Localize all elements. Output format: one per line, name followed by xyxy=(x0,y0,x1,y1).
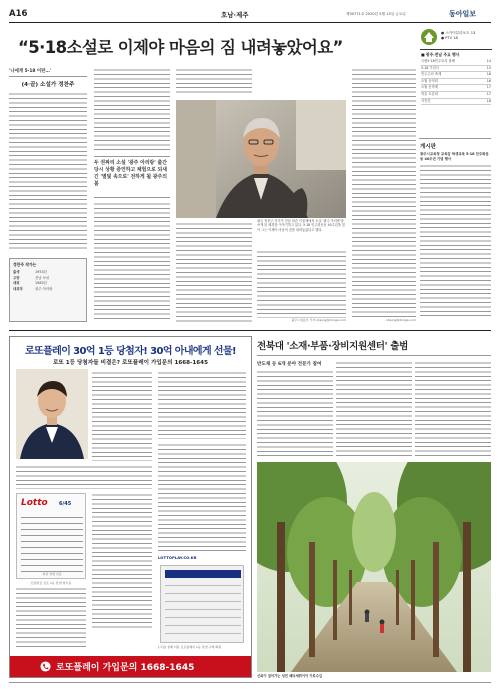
index-row: 학술 토론회 17 xyxy=(421,92,491,99)
green-logo-icon xyxy=(420,28,438,46)
feature-body-col4 xyxy=(176,68,252,96)
news-brief-ticker: 광주시교육청 교육감 학생교육 5·18 민주화운동 40주년 기념 행사 xyxy=(420,152,489,161)
ticket-hint: 복권 당첨 인증 xyxy=(42,572,62,576)
park-photo-caption: 신록이 짙어가는 성민 메타세쿼이아 가로수길 xyxy=(257,674,323,678)
ad-text-col2 xyxy=(158,371,246,439)
index-box xyxy=(420,26,492,134)
index-list xyxy=(441,31,491,41)
main-headline: “5·18소설로 이제야 마음의 짐 내려놓았어요” xyxy=(18,38,343,57)
bio-title: 정찬주 작가는 xyxy=(13,262,37,267)
bio-row: 데뷔 1983년 xyxy=(13,281,47,286)
jeonbuk-headline: 전북대 '소재·부품·장비지원센터' 출범 xyxy=(257,341,409,352)
feature-kicker: '나에게 5·18 이란…' xyxy=(9,69,52,74)
section-title: 호남·제주 xyxy=(221,11,249,19)
jeonbuk-body-col2 xyxy=(336,361,412,458)
ad-subhead: 로또 1등 당첨자들 비결은? 로또플레이 가입문의 1668-1645 xyxy=(53,360,208,366)
index-row: 민주주의 축제 16 xyxy=(421,72,491,79)
index-row: 국립5·18민주묘지 참배 14 xyxy=(421,59,491,66)
ad-text-col3 xyxy=(92,493,152,629)
bio-row: 고향 전남 보성 xyxy=(13,275,50,280)
header-rule xyxy=(9,22,491,23)
index-row: 5·18 기념식 15 xyxy=(421,66,491,73)
jeonbuk-body-col1 xyxy=(257,370,333,458)
issue-date: 제30771호 2020년 5월 15일 금요일 xyxy=(346,12,406,16)
news-brief-title: 게시판 xyxy=(420,144,436,150)
page-number: A16 xyxy=(9,9,28,19)
tree-lined-road-photo xyxy=(257,462,491,672)
bio-table xyxy=(13,270,85,292)
app-screenshot xyxy=(160,565,244,643)
index-row: 오월 문학제 17 xyxy=(421,85,491,92)
jeonbuk-subhead: 반도체 등 6개 분야 전문가 참여 xyxy=(257,362,322,367)
photo-caption: 광주 정찬주 작가가 전남 화순 이불재에서 소설 '광주 아리랑'을 쓰게 된 배경을 이야기하고 있다. 5·18 민주화운동 40주년을 맞아 그는 이제야 마음의 짐을 내려놓았다고 했다. xyxy=(257,219,346,232)
lotto-ad[interactable] xyxy=(9,336,252,678)
ticket-caption: 인증받은 로또 1등 당첨 영수증 xyxy=(30,581,72,585)
screenshot-caption: [그림] 실제 이용 로또플레이 1등 당첨 구매 회원 xyxy=(158,645,222,649)
pull-quote: 두 권짜리 소설 '광주 아리랑' 출간 당시 상황 증언하고 체험으로 되새긴 '별빛 속으로' 전하게 될 광주의 봄 xyxy=(94,160,167,187)
index-row: 사진전 18 xyxy=(421,99,491,106)
bio-row: 대표작 광주 아리랑 xyxy=(13,286,53,291)
feature-subhead: (4·끝) 소설가 정찬주 xyxy=(21,82,75,88)
lotto-ticket xyxy=(16,493,86,579)
feature-body-col6 xyxy=(257,250,346,318)
feature-body-col2 xyxy=(94,68,170,152)
index-table xyxy=(421,59,491,105)
ad-text-col4 xyxy=(158,443,246,551)
winner-photo xyxy=(16,369,88,459)
lotto-game: 6/45 xyxy=(59,501,72,507)
feature-body-col5 xyxy=(176,222,252,322)
news-brief-body xyxy=(420,164,491,318)
index-item[interactable]: ● PTV 18 xyxy=(441,36,458,40)
feature-body-col7 xyxy=(352,68,416,318)
jeonbuk-body-col3 xyxy=(415,361,491,458)
index-item[interactable]: ● 스카이뷰리포트 13 xyxy=(441,31,476,35)
lotto-logo: Lotto xyxy=(21,498,48,508)
author-portrait-photo xyxy=(176,100,346,218)
ad-url[interactable]: LOTTOPLAY.CO.KR xyxy=(158,555,197,560)
ticket-lines xyxy=(21,514,83,574)
ad-footer-phone: 로또플레이 가입문의 1668-1645 xyxy=(56,663,195,673)
ad-text-col5 xyxy=(16,587,86,647)
bio-row: 출생 1953년 xyxy=(13,270,47,274)
feature-body-col3 xyxy=(94,202,170,322)
ad-headline: 로또플레이 30억 1등 당첨자! 30억 아내에게 선물! xyxy=(24,346,237,357)
phone-icon xyxy=(40,661,51,672)
index-row: 오월 음악회 16 xyxy=(421,79,491,86)
ad-text-wide xyxy=(16,465,152,489)
ad-footer-bar[interactable] xyxy=(10,656,251,677)
feature-body-col1 xyxy=(9,92,87,252)
bio-box xyxy=(9,258,87,322)
page-header xyxy=(9,8,491,22)
brand-logo: 동아일보 xyxy=(449,10,477,18)
index-title: ■ 광주·전남 주요 행사 xyxy=(421,52,460,57)
feature-byline: 광주=정승호 기자 shjung@donga.com xyxy=(291,318,346,322)
ad-text-col1 xyxy=(92,371,152,461)
